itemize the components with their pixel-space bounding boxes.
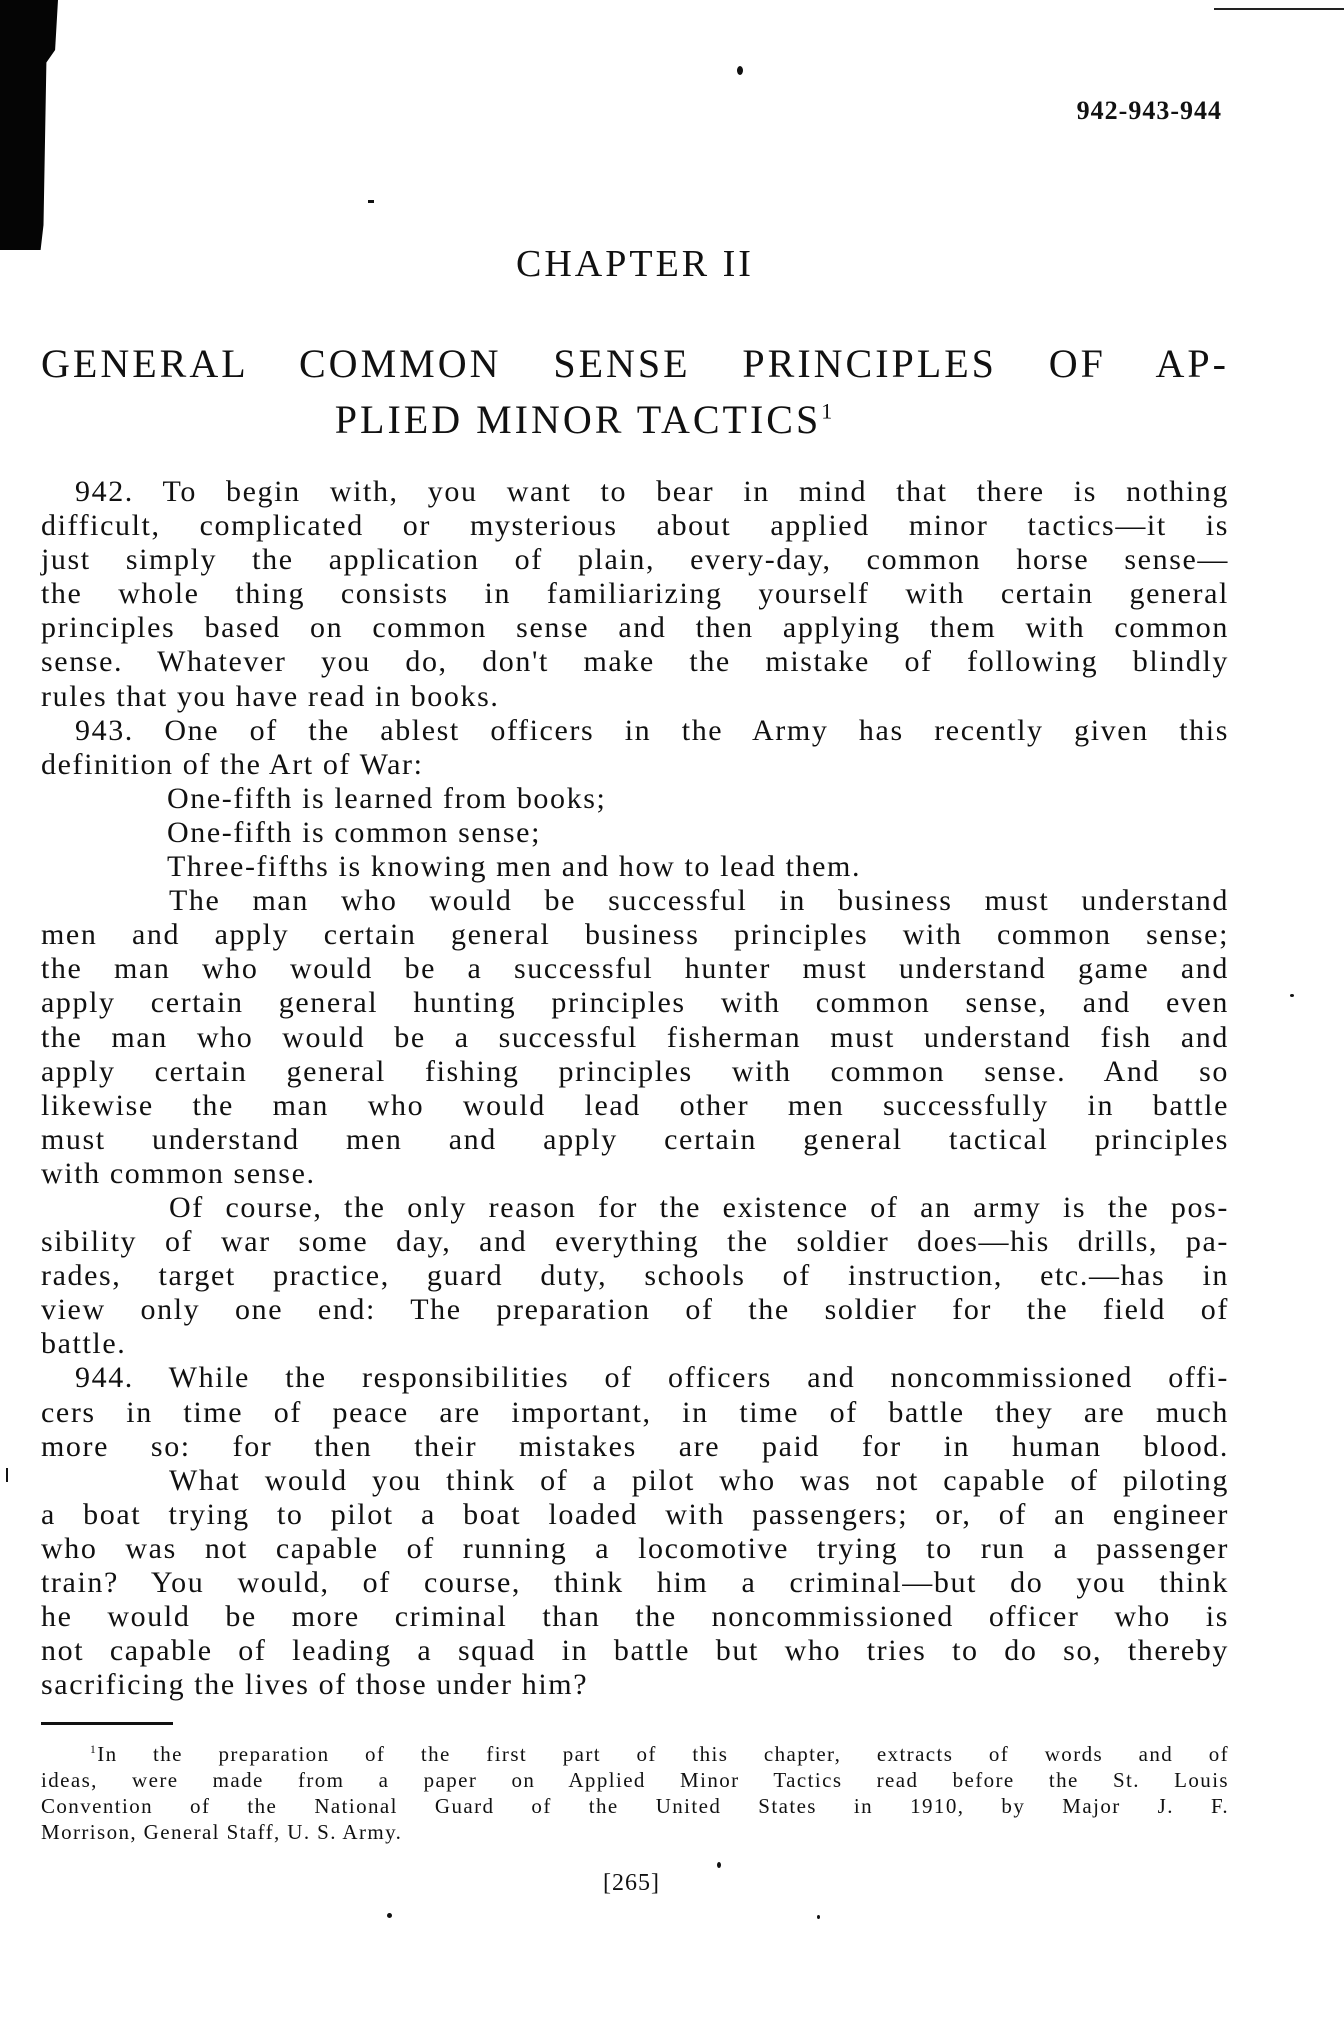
text-line: [41, 1668, 1229, 1702]
line-text: Convention of the National Guard of the United States in 1910, by Major J. F.: [41, 1794, 1229, 1818]
line-text: sibility of war some day, and everything the soldier does—his drills, pa-: [41, 1225, 1229, 1259]
line-text: The man who would be successful in business must understand: [169, 884, 1229, 918]
text-line: [41, 1293, 1229, 1327]
line-text: In the preparation of the first part of this chapter, extracts of words and of: [97, 1742, 1229, 1766]
text-line: [41, 1259, 1229, 1293]
footnote: [41, 1741, 1229, 1845]
scan-speck: [1290, 994, 1294, 997]
line-text: One-fifth is learned from books;: [167, 781, 607, 815]
line-text: ideas, were made from a paper on Applied Minor Tactics read before the St. Louis: [41, 1768, 1229, 1792]
scan-edge-line: [1214, 8, 1344, 10]
footnote-line: [41, 1741, 1229, 1767]
line-text: rades, target practice, guard duty, schools of instruction, etc.—has in: [41, 1259, 1229, 1293]
line-text: who was not capable of running a locomotive trying to run a passenger: [41, 1531, 1229, 1565]
line-text: definition of the Art of War:: [41, 747, 424, 781]
text-line: [41, 543, 1229, 577]
line-text: Three-fifths is knowing men and how to lead them.: [167, 850, 862, 884]
text-line: [41, 1634, 1229, 1668]
line-text: more so: for then their mistakes are paid for in human blood.: [41, 1429, 1229, 1463]
line-text: the man who would be a successful fisherman must understand fish and: [41, 1020, 1229, 1054]
text-line: [41, 1089, 1229, 1123]
line-text: apply certain general fishing principles with common sense. And so: [41, 1054, 1229, 1088]
line-text: 944. While the responsibilities of officers and noncommissioned offi-: [75, 1361, 1229, 1395]
line-text: rules that you have read in books.: [41, 679, 500, 713]
scan-speck: [368, 200, 374, 203]
text-line: [41, 986, 1229, 1020]
text-line: [41, 1600, 1229, 1634]
line-text: must understand men and apply certain general tactical principles: [41, 1122, 1229, 1156]
scan-edge-shadow: [0, 0, 58, 250]
scan-speck: [6, 1468, 8, 1482]
line-text: principles based on common sense and then applying them with common: [41, 611, 1229, 645]
text-line: [41, 577, 1229, 611]
line-text: the man who would be a successful hunter must understand game and: [41, 952, 1229, 986]
line-text: with common sense.: [41, 1156, 316, 1190]
line-text: Of course, the only reason for the existence of an army is the pos-: [169, 1190, 1229, 1224]
footnote-divider: [41, 1722, 173, 1725]
line-text: men and apply certain general business principles with common sense;: [41, 918, 1229, 952]
running-header-section-numbers: 942-943-944: [1076, 96, 1222, 125]
line-text: the whole thing consists in familiarizing yourself with certain general: [41, 577, 1229, 611]
text-line: [41, 1327, 1229, 1361]
footnote-line: [41, 1819, 1229, 1845]
text-line: [41, 1532, 1229, 1566]
text-line: [41, 748, 1229, 782]
text-line: [41, 918, 1229, 952]
line-text: he would be more criminal than the noncommissioned officer who is: [41, 1600, 1229, 1634]
text-line: [41, 1055, 1229, 1089]
body-text: [41, 475, 1229, 1702]
line-text: a boat trying to pilot a boat loaded with passengers; or, of an engineer: [41, 1497, 1229, 1531]
line-text: not capable of leading a squad in battle but who tries to do so, thereby: [41, 1634, 1229, 1668]
line-text: view only one end: The preparation of the soldier for the field of: [41, 1293, 1229, 1327]
text-line: [41, 884, 1229, 918]
text-line: [41, 850, 1229, 884]
text-line: [41, 1157, 1229, 1191]
text-line: [41, 1566, 1229, 1600]
text-line: [41, 816, 1229, 850]
text-line: [41, 1021, 1229, 1055]
text-line: [41, 1361, 1229, 1395]
text-line: [41, 475, 1229, 509]
line-text: 943. One of the ablest officers in the Army has recently given this: [75, 713, 1229, 747]
text-line: [41, 952, 1229, 986]
footnote-mark: 1: [90, 1744, 98, 1756]
footnote-line: [41, 1793, 1229, 1819]
text-line: [41, 714, 1229, 748]
scan-speck: [717, 1862, 721, 1868]
line-text: sacrificing the lives of those under him?: [41, 1668, 589, 1702]
footnote-line: [41, 1767, 1229, 1793]
chapter-title-text: PLIED MINOR TACTICS: [334, 397, 822, 442]
text-line: [41, 1191, 1229, 1225]
line-text: What would you think of a pilot who was not capable of piloting: [169, 1463, 1229, 1497]
text-line: [41, 1225, 1229, 1259]
text-line: [41, 782, 1229, 816]
line-text: likewise the man who would lead other men successfully in battle: [41, 1088, 1229, 1122]
line-text: Morrison, General Staff, U. S. Army.: [41, 1820, 403, 1844]
page-number: [265]: [603, 1870, 660, 1896]
text-line: [41, 1396, 1229, 1430]
chapter-label: CHAPTER II: [516, 243, 754, 285]
line-text: sense. Whatever you do, don't make the mistake of following blindly: [41, 645, 1229, 679]
line-text: 942. To begin with, you want to bear in mind that there is nothing: [75, 475, 1229, 508]
text-line: [41, 1123, 1229, 1157]
chapter-title-line-2: [41, 396, 1229, 443]
line-text: difficult, complicated or mysterious about applied minor tactics—it is: [41, 509, 1229, 543]
line-text: just simply the application of plain, every-day, common horse sense—: [41, 543, 1229, 577]
text-line: [41, 680, 1229, 714]
footnote-reference[interactable]: 1: [821, 398, 836, 424]
line-text: train? You would, of course, think him a criminal—but do you think: [41, 1566, 1229, 1599]
scan-speck: [387, 1913, 392, 1918]
line-text: apply certain general hunting principles with common sense, and even: [41, 986, 1229, 1020]
chapter-title-line-1: GENERAL COMMON SENSE PRINCIPLES OF AP-: [41, 341, 1229, 386]
line-text: battle.: [41, 1327, 127, 1361]
line-text: One-fifth is common sense;: [167, 815, 542, 849]
text-line: [41, 1464, 1229, 1498]
line-text: cers in time of peace are important, in time of battle they are much: [41, 1395, 1229, 1429]
text-line: [41, 509, 1229, 543]
scan-speck: [817, 1915, 820, 1919]
text-line: [41, 1498, 1229, 1532]
scan-speck: [737, 66, 743, 75]
text-line: [41, 645, 1229, 679]
text-line: [41, 611, 1229, 645]
text-line: [41, 1430, 1229, 1464]
